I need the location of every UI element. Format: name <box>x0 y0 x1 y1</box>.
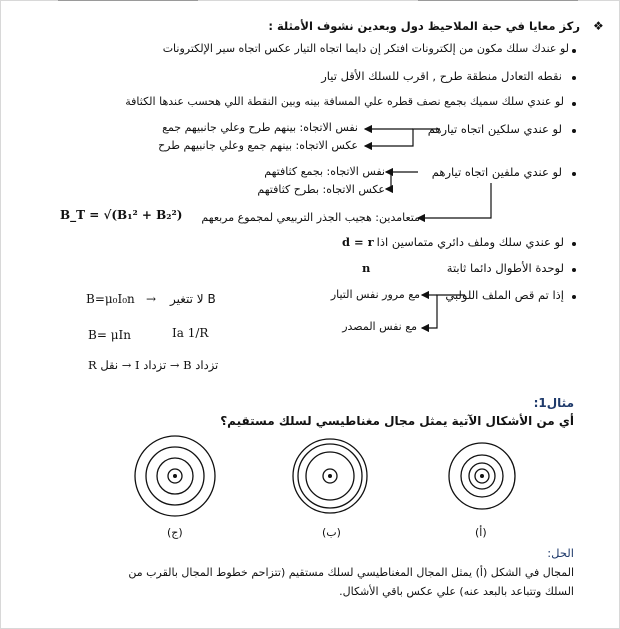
note-thick-wire: لو عندي سلك سميك بجمع نصف قطره علي المسافة بينه وبين النقطة اللي هحسب عندها الكثافة <box>125 95 564 108</box>
two-wires-same-direction: نفس الاتجاه: بينهم طرح وعلي جانبيهم جمع <box>162 121 358 134</box>
tangent-equation: d = r <box>342 235 374 249</box>
figure-label-b: (ب) <box>322 526 341 539</box>
note-tangent-wire-coil: لو عندي سلك وملف دائري متماسين اذا <box>376 235 564 249</box>
solution-line-1: المجال في الشكل (أ) يمثل المجال المغناطيسي لسلك مستقيم (تتزاحم خطوط المجال بالقرب من <box>128 566 574 579</box>
note-two-coils: لو عندي ملفين اتجاه تيارهم <box>431 165 562 179</box>
figure-label-a: (أ) <box>475 526 487 539</box>
formula-field-source: B= μIn <box>88 328 131 342</box>
turns-per-length-symbol: n <box>362 261 371 275</box>
field-unchanged-label: لا تتغير B <box>170 292 216 306</box>
note-neutral-point: نقطه التعادل منطقة طرح , اقرب للسلك الأقل تيار <box>321 69 562 83</box>
formula-chain: R نقل → I تزداد → B تزداد <box>88 358 219 372</box>
formula-field-unchanged: B=μ₀I₀n <box>86 292 135 306</box>
solenoid-same-source: مع نفس المصدر <box>342 320 417 333</box>
formula-total-field: B_T = √(B₁² + B₂²) <box>60 208 183 222</box>
note-cut-solenoid: إذا تم قص الملف اللولبي <box>445 288 564 302</box>
coils-opposite-direction: عكس الاتجاه: بطرح كثافتهم <box>257 183 385 196</box>
figure-a-dense-inside <box>449 443 515 509</box>
proportional-relation: Ia 1/R <box>172 326 209 340</box>
intro-heading: ركز معايا في حبة الملاحيظ دول وبعدين نشوف الأمثلة : <box>268 19 580 33</box>
example-question: أي من الأشكال الآتية يمثل مجال مغناطيسي لسلك مستقيم؟ <box>220 414 574 428</box>
solution-title: الحل: <box>547 546 574 560</box>
note-electrons: لو عندك سلك مكون من إلكترونات افتكر إن دايما اتجاه التيار عكس اتجاه سير الإلكترونات <box>162 42 569 55</box>
figure-b-dense-outside <box>293 439 367 513</box>
note-unit-length: لوحدة الأطوال دائما ثابتة <box>446 261 564 275</box>
star-bullet-icon: ❖ <box>593 19 604 33</box>
solution-line-2: السلك وتتباعد بالبعد عنه) علي عكس باقي الأشكال. <box>339 585 574 598</box>
coils-perpendicular: متعامدين: هجيب الجذر التربيعي لمجموع مربعهم <box>201 211 420 224</box>
coils-same-direction: نفس الاتجاه: بجمع كثافتهم <box>264 165 385 178</box>
figure-label-c: (ج) <box>167 526 183 539</box>
arrow-icon: → <box>146 292 157 306</box>
figure-c-equal-spacing <box>135 436 215 516</box>
example-title: مثال1: <box>533 396 574 410</box>
two-wires-opposite-direction: عكس الاتجاه: بينهم جمع وعلي جانبيهم طرح <box>158 139 358 152</box>
note-two-wires: لو عندي سلكين اتجاه تيارهم <box>427 122 562 136</box>
solenoid-same-current: مع مرور نفس التيار <box>330 288 420 301</box>
